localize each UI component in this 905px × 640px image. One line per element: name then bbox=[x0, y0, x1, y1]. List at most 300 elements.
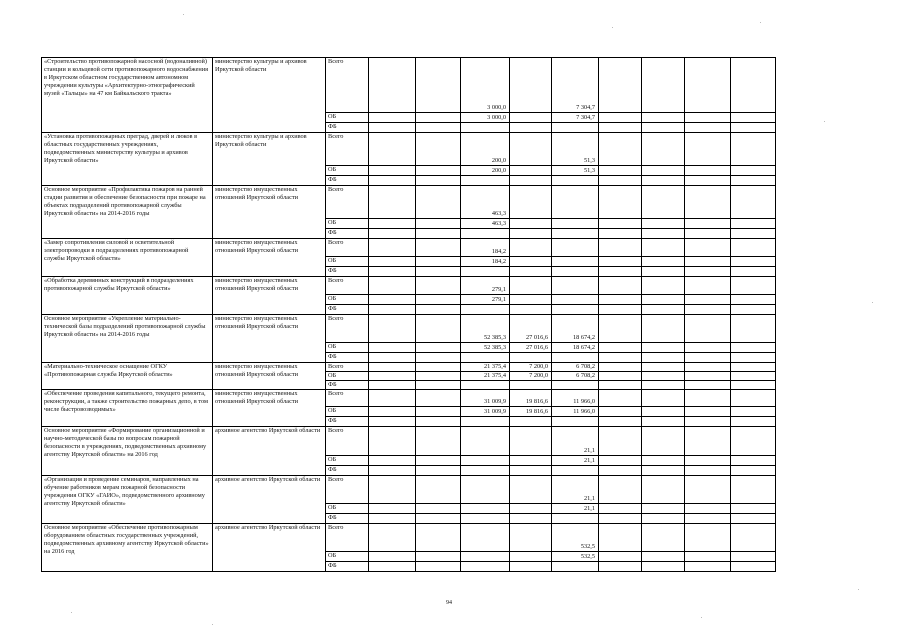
scan-speck bbox=[183, 14, 184, 15]
amount-cell bbox=[685, 524, 731, 552]
amount-cell bbox=[599, 427, 642, 456]
amount-cell bbox=[685, 417, 731, 427]
amount-cell bbox=[461, 562, 510, 572]
amount-cell bbox=[369, 562, 416, 572]
amount-cell bbox=[599, 239, 642, 257]
amount-cell bbox=[510, 113, 552, 123]
amount-cell bbox=[369, 295, 416, 305]
amount-cell bbox=[599, 267, 642, 277]
amount-cell bbox=[416, 456, 461, 466]
amount-cell bbox=[642, 166, 685, 176]
amount-cell bbox=[416, 305, 461, 315]
amount-cell bbox=[552, 353, 599, 363]
amount-cell bbox=[642, 427, 685, 456]
scan-speck bbox=[701, 617, 702, 618]
amount-cell bbox=[510, 295, 552, 305]
amount-cell: 6 708,2 bbox=[552, 363, 599, 372]
funding-source-cell: Всего bbox=[326, 186, 369, 219]
amount-cell bbox=[685, 123, 731, 133]
amount-cell bbox=[416, 176, 461, 186]
amount-cell bbox=[416, 353, 461, 363]
amount-cell bbox=[416, 407, 461, 417]
amount-cell bbox=[510, 427, 552, 456]
amount-cell bbox=[416, 524, 461, 552]
funding-source-cell: Всего bbox=[326, 315, 369, 343]
amount-cell bbox=[416, 239, 461, 257]
amount-cell: 7 304,7 bbox=[552, 58, 599, 113]
amount-cell bbox=[369, 186, 416, 219]
funding-source-cell: Всего bbox=[326, 58, 369, 113]
amount-cell bbox=[416, 229, 461, 239]
amount-cell: 279,1 bbox=[461, 277, 510, 295]
amount-cell bbox=[642, 239, 685, 257]
amount-cell bbox=[599, 133, 642, 166]
amount-cell bbox=[369, 552, 416, 562]
amount-cell bbox=[599, 456, 642, 466]
amount-cell bbox=[599, 58, 642, 113]
amount-cell bbox=[599, 524, 642, 552]
amount-cell: 18 674,2 bbox=[552, 343, 599, 353]
amount-cell bbox=[599, 315, 642, 343]
amount-cell bbox=[642, 315, 685, 343]
amount-cell bbox=[599, 277, 642, 295]
funding-source-cell: Всего bbox=[326, 427, 369, 456]
scan-speck bbox=[760, 22, 761, 23]
amount-cell: 27 016,6 bbox=[510, 315, 552, 343]
amount-cell: 51,3 bbox=[552, 166, 599, 176]
amount-cell bbox=[731, 466, 776, 476]
amount-cell bbox=[599, 113, 642, 123]
amount-cell bbox=[599, 476, 642, 504]
funding-source-cell: Всего bbox=[326, 476, 369, 504]
amount-cell bbox=[599, 504, 642, 514]
executor-cell: архивное агентство Иркутской области bbox=[213, 427, 326, 476]
amount-cell: 7 304,7 bbox=[552, 113, 599, 123]
amount-cell bbox=[685, 186, 731, 219]
amount-cell bbox=[510, 353, 552, 363]
amount-cell bbox=[642, 417, 685, 427]
amount-cell bbox=[642, 305, 685, 315]
amount-cell bbox=[731, 186, 776, 219]
amount-cell: 463,3 bbox=[461, 219, 510, 229]
amount-cell bbox=[461, 229, 510, 239]
amount-cell bbox=[510, 514, 552, 524]
amount-cell bbox=[369, 315, 416, 343]
amount-cell bbox=[552, 381, 599, 390]
amount-cell: 18 674,2 bbox=[552, 315, 599, 343]
amount-cell bbox=[552, 466, 599, 476]
amount-cell bbox=[461, 176, 510, 186]
amount-cell bbox=[369, 353, 416, 363]
amount-cell bbox=[552, 239, 599, 257]
amount-cell bbox=[369, 239, 416, 257]
amount-cell: 463,3 bbox=[461, 186, 510, 219]
amount-cell bbox=[552, 267, 599, 277]
amount-cell bbox=[416, 562, 461, 572]
funding-source-cell: ФБ bbox=[326, 176, 369, 186]
amount-cell bbox=[461, 476, 510, 504]
amount-cell bbox=[552, 295, 599, 305]
amount-cell: 7 200,0 bbox=[510, 363, 552, 372]
amount-cell: 11 966,0 bbox=[552, 407, 599, 417]
amount-cell bbox=[510, 381, 552, 390]
amount-cell bbox=[731, 267, 776, 277]
amount-cell: 31 009,9 bbox=[461, 390, 510, 407]
amount-cell: 21,1 bbox=[552, 427, 599, 456]
amount-cell bbox=[685, 504, 731, 514]
amount-cell bbox=[731, 239, 776, 257]
amount-cell bbox=[510, 277, 552, 295]
amount-cell bbox=[510, 504, 552, 514]
amount-cell bbox=[416, 113, 461, 123]
amount-cell bbox=[416, 219, 461, 229]
amount-cell bbox=[685, 166, 731, 176]
amount-cell bbox=[510, 552, 552, 562]
amount-cell bbox=[685, 381, 731, 390]
scan-speck bbox=[872, 302, 873, 303]
amount-cell bbox=[416, 552, 461, 562]
activity-name-cell: «Обеспечение проведения капитального, текущего ремонта, реконструкции, а также строительство пожарных депо, в том числе быстровозводимых» bbox=[42, 390, 213, 427]
executor-cell: министерство имущественных отношений Иркутской области bbox=[213, 186, 326, 239]
amount-cell bbox=[599, 390, 642, 407]
amount-cell bbox=[599, 219, 642, 229]
funding-source-cell: Всего bbox=[326, 133, 369, 166]
amount-cell bbox=[369, 267, 416, 277]
amount-cell bbox=[369, 476, 416, 504]
amount-cell bbox=[599, 552, 642, 562]
amount-cell bbox=[731, 562, 776, 572]
amount-cell bbox=[731, 372, 776, 381]
amount-cell bbox=[369, 456, 416, 466]
table-row bbox=[42, 524, 776, 552]
amount-cell bbox=[510, 466, 552, 476]
amount-cell bbox=[685, 113, 731, 123]
amount-cell bbox=[642, 466, 685, 476]
amount-cell bbox=[731, 524, 776, 552]
amount-cell bbox=[510, 58, 552, 113]
table-body bbox=[42, 58, 776, 572]
amount-cell bbox=[510, 456, 552, 466]
amount-cell: 184,2 bbox=[461, 239, 510, 257]
amount-cell: 31 009,9 bbox=[461, 407, 510, 417]
amount-cell bbox=[685, 372, 731, 381]
amount-cell bbox=[685, 257, 731, 267]
amount-cell bbox=[685, 176, 731, 186]
amount-cell bbox=[510, 267, 552, 277]
funding-source-cell: ФБ bbox=[326, 229, 369, 239]
amount-cell bbox=[685, 295, 731, 305]
amount-cell bbox=[685, 456, 731, 466]
amount-cell bbox=[416, 257, 461, 267]
amount-cell bbox=[642, 504, 685, 514]
amount-cell bbox=[685, 305, 731, 315]
amount-cell bbox=[510, 229, 552, 239]
amount-cell bbox=[731, 166, 776, 176]
amount-cell bbox=[731, 229, 776, 239]
table-row bbox=[42, 186, 776, 219]
amount-cell: 21 375,4 bbox=[461, 363, 510, 372]
amount-cell bbox=[369, 417, 416, 427]
amount-cell bbox=[369, 363, 416, 372]
funding-source-cell: ФБ bbox=[326, 305, 369, 315]
amount-cell bbox=[642, 363, 685, 372]
amount-cell bbox=[685, 363, 731, 372]
amount-cell bbox=[552, 257, 599, 267]
amount-cell bbox=[552, 417, 599, 427]
amount-cell bbox=[685, 229, 731, 239]
executor-cell: министерство имущественных отношений Иркутской области bbox=[213, 277, 326, 315]
funding-source-cell: Всего bbox=[326, 363, 369, 372]
amount-cell bbox=[642, 123, 685, 133]
activity-name-cell: Основное мероприятие «Укрепление материально-технической базы подразделений противопожарной службы Иркутской области» на 2014-2016 годы bbox=[42, 315, 213, 363]
amount-cell bbox=[685, 427, 731, 456]
amount-cell bbox=[685, 353, 731, 363]
amount-cell bbox=[685, 267, 731, 277]
activity-name-cell: «Организация и проведение семинаров, направленных на обучение работников мерам пожарной безопасности учреждения ОГКУ «ГАИО», подведомственного архивному агентству Иркутской области» bbox=[42, 476, 213, 524]
amount-cell bbox=[552, 277, 599, 295]
funding-source-cell: ОБ bbox=[326, 456, 369, 466]
amount-cell: 21,1 bbox=[552, 504, 599, 514]
amount-cell bbox=[642, 353, 685, 363]
executor-cell: министерство имущественных отношений Иркутской области bbox=[213, 315, 326, 363]
amount-cell: 52 385,3 bbox=[461, 315, 510, 343]
amount-cell bbox=[731, 315, 776, 343]
amount-cell bbox=[731, 219, 776, 229]
amount-cell bbox=[731, 363, 776, 372]
amount-cell bbox=[461, 524, 510, 552]
amount-cell bbox=[369, 219, 416, 229]
amount-cell: 184,2 bbox=[461, 257, 510, 267]
amount-cell bbox=[599, 343, 642, 353]
scan-speck bbox=[71, 612, 72, 613]
amount-cell bbox=[369, 176, 416, 186]
amount-cell bbox=[642, 372, 685, 381]
funding-source-cell: ФБ bbox=[326, 514, 369, 524]
amount-cell bbox=[552, 186, 599, 219]
funding-source-cell: Всего bbox=[326, 524, 369, 552]
amount-cell: 532,5 bbox=[552, 552, 599, 562]
funding-source-cell: ОБ bbox=[326, 372, 369, 381]
amount-cell bbox=[416, 343, 461, 353]
amount-cell bbox=[416, 166, 461, 176]
amount-cell bbox=[599, 381, 642, 390]
amount-cell bbox=[599, 514, 642, 524]
amount-cell bbox=[599, 353, 642, 363]
amount-cell bbox=[685, 466, 731, 476]
amount-cell bbox=[731, 456, 776, 466]
amount-cell bbox=[642, 58, 685, 113]
funding-source-cell: ОБ bbox=[326, 219, 369, 229]
table-row bbox=[42, 427, 776, 456]
amount-cell bbox=[599, 166, 642, 176]
amount-cell: 3 000,0 bbox=[461, 113, 510, 123]
amount-cell bbox=[599, 407, 642, 417]
amount-cell bbox=[416, 390, 461, 407]
amount-cell bbox=[685, 552, 731, 562]
amount-cell bbox=[599, 229, 642, 239]
amount-cell bbox=[731, 514, 776, 524]
amount-cell bbox=[731, 476, 776, 504]
amount-cell bbox=[416, 267, 461, 277]
amount-cell bbox=[461, 417, 510, 427]
amount-cell bbox=[731, 133, 776, 166]
amount-cell bbox=[416, 123, 461, 133]
amount-cell bbox=[731, 123, 776, 133]
amount-cell bbox=[461, 267, 510, 277]
page-number: 94 bbox=[446, 600, 452, 606]
executor-cell: министерство имущественных отношений Иркутской области bbox=[213, 239, 326, 277]
amount-cell bbox=[731, 113, 776, 123]
amount-cell bbox=[510, 239, 552, 257]
amount-cell bbox=[461, 427, 510, 456]
amount-cell bbox=[416, 476, 461, 504]
amount-cell bbox=[369, 123, 416, 133]
amount-cell bbox=[461, 504, 510, 514]
amount-cell bbox=[731, 277, 776, 295]
amount-cell bbox=[416, 363, 461, 372]
funding-source-cell: ФБ bbox=[326, 562, 369, 572]
amount-cell bbox=[642, 229, 685, 239]
amount-cell bbox=[416, 186, 461, 219]
amount-cell bbox=[510, 176, 552, 186]
amount-cell bbox=[369, 58, 416, 113]
amount-cell bbox=[369, 524, 416, 552]
amount-cell bbox=[369, 372, 416, 381]
funding-source-cell: ОБ bbox=[326, 113, 369, 123]
amount-cell bbox=[369, 229, 416, 239]
amount-cell bbox=[552, 176, 599, 186]
amount-cell: 51,3 bbox=[552, 133, 599, 166]
table-row bbox=[42, 277, 776, 295]
budget-table bbox=[41, 57, 776, 572]
activity-name-cell: «Строительство противопожарной насосной (водоналивной) станции и кольцевой сети противопожарного водоснабжения в Иркутском областном государственном автономном учреждении культуры «Архитектурно-этнографический музей «Тальцы» на 47 км Байкальского тракта» bbox=[42, 58, 213, 133]
amount-cell: 52 385,3 bbox=[461, 343, 510, 353]
amount-cell: 27 016,6 bbox=[510, 343, 552, 353]
activity-name-cell: «Замер сопротивления силовой и осветительной электропроводки в подразделениях противопожарной службы Иркутской области» bbox=[42, 239, 213, 277]
amount-cell bbox=[416, 381, 461, 390]
amount-cell bbox=[416, 372, 461, 381]
amount-cell bbox=[599, 186, 642, 219]
amount-cell bbox=[642, 176, 685, 186]
amount-cell bbox=[642, 277, 685, 295]
amount-cell bbox=[731, 343, 776, 353]
activity-name-cell: Основное мероприятие «Обеспечение противопожарным оборудованием областных государственных учреждений, подведомственных архивному агентству Иркутской области» на 2016 год bbox=[42, 524, 213, 572]
amount-cell bbox=[461, 552, 510, 562]
amount-cell bbox=[731, 427, 776, 456]
amount-cell bbox=[731, 176, 776, 186]
amount-cell bbox=[416, 417, 461, 427]
amount-cell bbox=[599, 123, 642, 133]
amount-cell bbox=[685, 514, 731, 524]
funding-source-cell: Всего bbox=[326, 390, 369, 407]
amount-cell bbox=[685, 58, 731, 113]
scan-speck bbox=[612, 27, 613, 28]
amount-cell bbox=[552, 514, 599, 524]
funding-source-cell: Всего bbox=[326, 277, 369, 295]
activity-name-cell: «Обработка деревянных конструкций в подразделениях противопожарной службы Иркутской области» bbox=[42, 277, 213, 315]
funding-source-cell: ОБ bbox=[326, 504, 369, 514]
amount-cell bbox=[731, 353, 776, 363]
amount-cell: 21,1 bbox=[552, 456, 599, 466]
amount-cell: 19 816,6 bbox=[510, 390, 552, 407]
amount-cell bbox=[599, 466, 642, 476]
amount-cell bbox=[642, 390, 685, 407]
amount-cell bbox=[599, 295, 642, 305]
amount-cell bbox=[510, 305, 552, 315]
amount-cell bbox=[461, 466, 510, 476]
amount-cell bbox=[731, 305, 776, 315]
amount-cell bbox=[731, 417, 776, 427]
table-row bbox=[42, 363, 776, 372]
amount-cell bbox=[510, 219, 552, 229]
amount-cell bbox=[461, 456, 510, 466]
amount-cell bbox=[731, 295, 776, 305]
executor-cell: министерство имущественных отношений Иркутской области bbox=[213, 390, 326, 427]
amount-cell bbox=[685, 562, 731, 572]
funding-source-cell: ОБ bbox=[326, 257, 369, 267]
amount-cell bbox=[552, 219, 599, 229]
amount-cell bbox=[416, 133, 461, 166]
amount-cell bbox=[510, 186, 552, 219]
table-row bbox=[42, 315, 776, 343]
amount-cell bbox=[369, 133, 416, 166]
amount-cell bbox=[642, 343, 685, 353]
amount-cell bbox=[685, 390, 731, 407]
amount-cell bbox=[731, 58, 776, 113]
amount-cell bbox=[685, 407, 731, 417]
amount-cell bbox=[461, 353, 510, 363]
table-row bbox=[42, 476, 776, 504]
table-row bbox=[42, 133, 776, 166]
amount-cell bbox=[369, 466, 416, 476]
amount-cell bbox=[416, 277, 461, 295]
amount-cell bbox=[685, 476, 731, 504]
executor-cell: архивное агентство Иркутской области bbox=[213, 524, 326, 572]
amount-cell bbox=[642, 381, 685, 390]
amount-cell bbox=[369, 166, 416, 176]
amount-cell bbox=[369, 343, 416, 353]
funding-source-cell: ФБ bbox=[326, 466, 369, 476]
table-row bbox=[42, 390, 776, 407]
amount-cell: 200,0 bbox=[461, 133, 510, 166]
amount-cell bbox=[599, 562, 642, 572]
amount-cell bbox=[731, 390, 776, 407]
amount-cell bbox=[461, 381, 510, 390]
amount-cell: 7 200,0 bbox=[510, 372, 552, 381]
amount-cell bbox=[642, 186, 685, 219]
amount-cell bbox=[416, 295, 461, 305]
amount-cell bbox=[369, 277, 416, 295]
amount-cell bbox=[552, 229, 599, 239]
amount-cell bbox=[685, 277, 731, 295]
amount-cell bbox=[552, 123, 599, 133]
amount-cell bbox=[642, 219, 685, 229]
amount-cell bbox=[642, 407, 685, 417]
amount-cell bbox=[416, 504, 461, 514]
executor-cell: министерство культуры и архивов Иркутской области bbox=[213, 133, 326, 186]
amount-cell bbox=[369, 407, 416, 417]
amount-cell bbox=[510, 476, 552, 504]
amount-cell bbox=[731, 381, 776, 390]
table-row bbox=[42, 58, 776, 113]
amount-cell: 279,1 bbox=[461, 295, 510, 305]
amount-cell bbox=[642, 295, 685, 305]
amount-cell: 21,1 bbox=[552, 476, 599, 504]
amount-cell bbox=[642, 476, 685, 504]
amount-cell bbox=[416, 58, 461, 113]
funding-source-cell: ОБ bbox=[326, 343, 369, 353]
amount-cell: 6 708,2 bbox=[552, 372, 599, 381]
